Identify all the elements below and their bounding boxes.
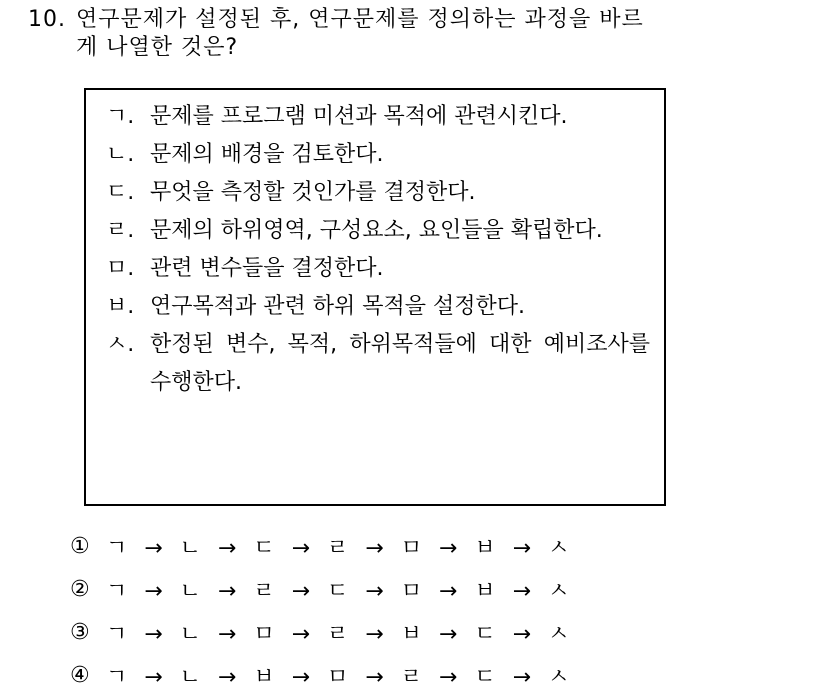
question-text-2: 게 나열한 것은? xyxy=(76,35,239,60)
statement-marker: ㅅ. xyxy=(106,332,135,357)
statement-text: 관련 변수들을 결정한다. xyxy=(150,256,384,281)
choice-number: ④ xyxy=(70,663,90,688)
answer-choice-4[interactable] xyxy=(70,654,569,697)
choice-number: ① xyxy=(70,534,90,559)
statement-item xyxy=(106,250,650,288)
statement-marker: ㄴ. xyxy=(106,142,135,167)
choice-sequence: ㄱ → ㄴ → ㄹ → ㄷ → ㅁ → ㅂ → ㅅ xyxy=(106,579,570,604)
statement-marker: ㅂ. xyxy=(106,294,135,319)
choice-sequence: ㄱ → ㄴ → ㄷ → ㄹ → ㅁ → ㅂ → ㅅ xyxy=(106,536,570,561)
statement-marker: ㅁ. xyxy=(106,256,135,281)
statement-item xyxy=(106,212,650,250)
statement-text: 문제를 프로그램 미션과 목적에 관련시킨다. xyxy=(150,104,568,129)
statement-item xyxy=(106,174,650,212)
question-line-1 xyxy=(28,6,798,34)
statement-text: 연구목적과 관련 하위 목적을 설정한다. xyxy=(150,294,525,319)
statement-text: 무엇을 측정할 것인가를 결정한다. xyxy=(150,180,476,205)
statement-text: 문제의 배경을 검토한다. xyxy=(150,142,384,167)
choice-number: ② xyxy=(70,577,90,602)
answer-choice-1[interactable] xyxy=(70,525,569,568)
statement-text: 문제의 하위영역, 구성요소, 요인들을 확립한다. xyxy=(150,218,603,243)
question-text-1: 연구문제가 설정된 후, 연구문제를 정의하는 과정을 바르 xyxy=(76,7,644,32)
statement-text: 한정된 변수, 목적, 하위목적들에 대한 예비조사를 수행한다. xyxy=(150,332,650,395)
choice-number: ③ xyxy=(70,620,90,645)
statement-item xyxy=(106,136,650,174)
answer-choices xyxy=(70,525,569,697)
statement-item xyxy=(106,98,650,136)
question-number: 10. xyxy=(28,7,66,32)
statement-box xyxy=(84,88,666,506)
statement-marker: ㄹ. xyxy=(106,218,135,243)
statement-marker: ㄷ. xyxy=(106,180,135,205)
question xyxy=(28,6,798,62)
statement-item xyxy=(106,288,650,326)
answer-choice-3[interactable] xyxy=(70,611,569,654)
choice-sequence: ㄱ → ㄴ → ㅁ → ㄹ → ㅂ → ㄷ → ㅅ xyxy=(106,622,570,647)
answer-choice-2[interactable] xyxy=(70,568,569,611)
statement-item xyxy=(106,326,650,402)
statement-marker: ㄱ. xyxy=(106,104,135,129)
choice-sequence: ㄱ → ㄴ → ㅂ → ㅁ → ㄹ → ㄷ → ㅅ xyxy=(106,665,570,690)
